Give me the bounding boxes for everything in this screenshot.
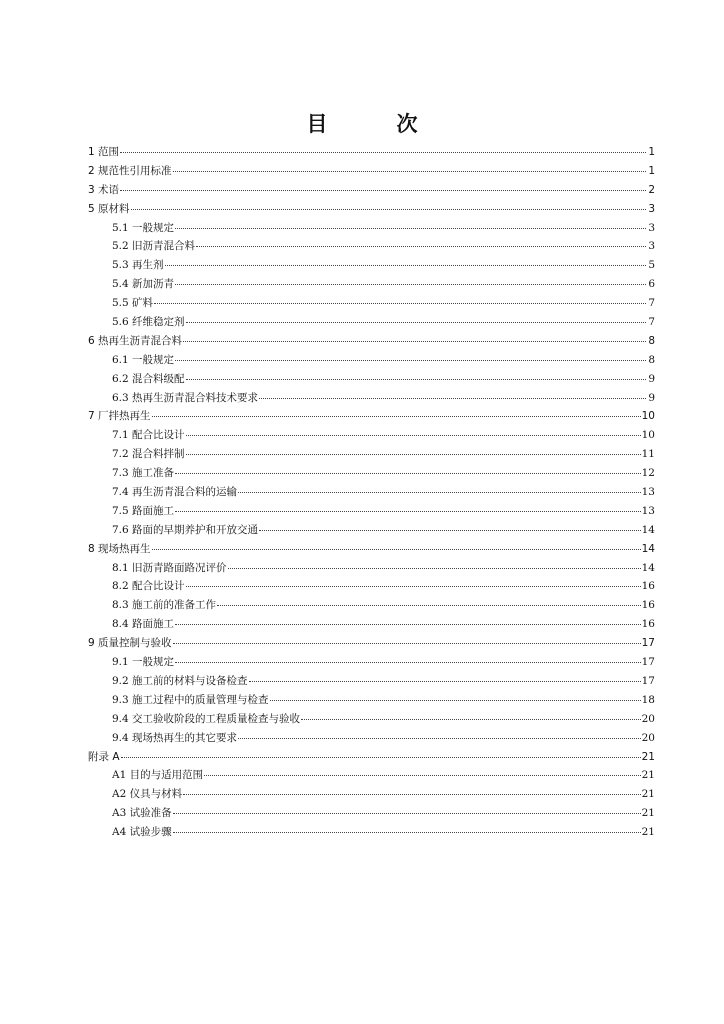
- toc-entry-label: 7.1 配合比设计: [112, 429, 185, 442]
- toc-entry[interactable]: [88, 483, 655, 502]
- toc-entry-label: 9.1 一般规定: [112, 656, 175, 669]
- toc-entry-page: 16: [641, 599, 655, 612]
- dot-leader: [238, 482, 641, 493]
- toc-entry[interactable]: [88, 445, 655, 464]
- toc-entry-label: 8.2 配合比设计: [112, 580, 185, 593]
- toc-entry-label: 2 规范性引用标准: [88, 164, 172, 177]
- toc-entry-label: 5.6 纤维稳定剂: [112, 316, 185, 329]
- dot-leader: [165, 255, 646, 266]
- toc-entry-page: 21: [641, 750, 655, 763]
- dot-leader: [175, 218, 646, 229]
- toc-entry-page: 16: [641, 580, 655, 593]
- toc-entry-label: 7 厂拌热再生: [88, 410, 151, 423]
- toc-entry-page: 2: [648, 183, 655, 196]
- toc-entry[interactable]: [88, 653, 655, 672]
- toc-entry[interactable]: [88, 785, 655, 804]
- toc-entry[interactable]: [88, 389, 655, 408]
- toc-entry[interactable]: [88, 275, 655, 294]
- toc-entry-page: 9: [648, 372, 655, 385]
- toc-entry[interactable]: [88, 426, 655, 445]
- toc-entry-page: 17: [641, 656, 655, 669]
- dot-leader: [152, 406, 641, 417]
- toc-entry-label: A3 试验准备: [112, 807, 172, 820]
- dot-leader: [186, 425, 641, 436]
- toc-entry-page: 21: [641, 769, 655, 782]
- toc-entry-page: 8: [648, 353, 655, 366]
- toc-entry[interactable]: [88, 615, 655, 634]
- dot-leader: [196, 236, 646, 247]
- dot-leader: [131, 199, 646, 210]
- toc-entry[interactable]: [88, 370, 655, 389]
- toc-entry[interactable]: [88, 710, 655, 729]
- dot-leader: [120, 180, 646, 191]
- toc-entry[interactable]: [88, 237, 655, 256]
- dot-leader: [175, 463, 641, 474]
- dot-leader: [175, 501, 641, 512]
- toc-entry-page: 18: [641, 693, 655, 706]
- toc-entry-label: A4 试验步骤: [112, 826, 172, 839]
- toc-entry[interactable]: [88, 313, 655, 332]
- toc-entry-page: 17: [641, 674, 655, 687]
- toc-entry-page: 3: [648, 221, 655, 234]
- toc-entry-page: 14: [641, 542, 655, 555]
- dot-leader: [175, 274, 646, 285]
- toc-entry[interactable]: [88, 200, 655, 219]
- toc-entry-page: 14: [641, 561, 655, 574]
- toc-entry-label: 附录 A: [88, 750, 120, 763]
- dot-leader: [173, 803, 641, 814]
- toc-entry-page: 20: [641, 712, 655, 725]
- toc-entry[interactable]: [88, 219, 655, 238]
- toc-entry-label: 5.4 新加沥青: [112, 278, 175, 291]
- toc-entry-label: 7.4 再生沥青混合料的运输: [112, 486, 238, 499]
- toc-entry-label: 8.4 路面施工: [112, 618, 175, 631]
- toc-entry-label: 5.1 一般规定: [112, 221, 175, 234]
- toc-entry-label: 8.1 旧沥青路面路况评价: [112, 561, 227, 574]
- toc-entry-label: 9.4 交工验收阶段的工程质量检查与验收: [112, 712, 301, 725]
- toc-entry-page: 1: [648, 146, 655, 158]
- toc-entry-page: 1: [648, 164, 655, 177]
- toc-entry-label: 5.2 旧沥青混合料: [112, 240, 196, 253]
- toc-entry-label: 9.2 施工前的材料与设备检查: [112, 674, 248, 687]
- dot-leader: [173, 633, 641, 644]
- toc-entry-page: 3: [648, 202, 655, 215]
- toc-entry-label: 5 原材料: [88, 202, 130, 215]
- toc-entry[interactable]: [88, 748, 655, 767]
- toc-entry-page: 20: [641, 731, 655, 744]
- toc-entry-page: 16: [641, 618, 655, 631]
- dot-leader: [301, 709, 641, 720]
- dot-leader: [217, 595, 641, 606]
- toc-entry-label: 8 现场热再生: [88, 542, 151, 555]
- table-of-contents: [88, 143, 655, 842]
- toc-entry-label: 9.4 现场热再生的其它要求: [112, 731, 238, 744]
- dot-leader: [186, 576, 641, 587]
- toc-entry[interactable]: [88, 823, 655, 842]
- toc-entry-label: 5.5 矿料: [112, 297, 154, 310]
- dot-leader: [121, 747, 641, 758]
- toc-entry[interactable]: [88, 294, 655, 313]
- toc-entry-label: 7.3 施工准备: [112, 467, 175, 480]
- toc-entry-page: 14: [641, 523, 655, 536]
- dot-leader: [173, 161, 646, 172]
- toc-entry-page: 13: [641, 486, 655, 499]
- toc-entry[interactable]: [88, 596, 655, 615]
- toc-entry-label: 6 热再生沥青混合料: [88, 334, 183, 347]
- dot-leader: [183, 331, 646, 342]
- toc-entry[interactable]: [88, 559, 655, 578]
- toc-entry-page: 3: [648, 240, 655, 253]
- toc-entry[interactable]: [88, 766, 655, 785]
- dot-leader: [154, 293, 646, 304]
- dot-leader: [204, 765, 641, 776]
- toc-entry-page: 7: [648, 316, 655, 329]
- toc-entry-label: 5.3 再生剂: [112, 259, 164, 272]
- toc-entry-label: 8.3 施工前的准备工作: [112, 599, 217, 612]
- toc-entry-page: 5: [648, 259, 655, 272]
- dot-leader: [175, 614, 641, 625]
- toc-entry[interactable]: [88, 162, 655, 181]
- toc-entry[interactable]: [88, 143, 655, 162]
- toc-entry[interactable]: [88, 407, 655, 426]
- toc-entry[interactable]: [88, 351, 655, 370]
- toc-entry[interactable]: [88, 332, 655, 351]
- dot-leader: [259, 520, 641, 531]
- toc-entry-page: 8: [648, 334, 655, 347]
- toc-entry-label: 9 质量控制与验收: [88, 637, 172, 650]
- toc-entry-label: 7.6 路面的早期养护和开放交通: [112, 523, 259, 536]
- toc-entry[interactable]: [88, 634, 655, 653]
- toc-entry-page: 9: [648, 391, 655, 404]
- toc-entry[interactable]: [88, 804, 655, 823]
- dot-leader: [259, 388, 646, 399]
- toc-entry[interactable]: [88, 540, 655, 559]
- page-title: 目 次: [306, 112, 442, 136]
- toc-entry[interactable]: [88, 181, 655, 200]
- dot-leader: [186, 444, 641, 455]
- toc-entry-page: 17: [641, 637, 655, 650]
- dot-leader: [186, 312, 646, 323]
- toc-entry-page: 10: [641, 429, 655, 442]
- toc-entry-page: 10: [641, 410, 655, 423]
- toc-entry-page: 21: [641, 807, 655, 820]
- toc-entry[interactable]: [88, 464, 655, 483]
- toc-entry-label: 6.3 热再生沥青混合料技术要求: [112, 391, 259, 404]
- dot-leader: [270, 690, 641, 701]
- dot-leader: [175, 652, 641, 663]
- toc-entry[interactable]: [88, 577, 655, 596]
- toc-entry-page: 12: [641, 467, 655, 480]
- toc-entry-page: 21: [641, 826, 655, 839]
- toc-entry-page: 21: [641, 788, 655, 801]
- dot-leader: [152, 539, 641, 550]
- dot-leader: [175, 350, 646, 361]
- toc-entry[interactable]: [88, 256, 655, 275]
- toc-entry-label: 6.2 混合料级配: [112, 372, 185, 385]
- dot-leader: [186, 369, 646, 380]
- toc-entry-label: 7.2 混合料拌制: [112, 448, 185, 461]
- dot-leader: [238, 728, 641, 739]
- toc-entry[interactable]: [88, 502, 655, 521]
- toc-entry-label: 3 术语: [88, 183, 120, 196]
- toc-entry-label: 6.1 一般规定: [112, 353, 175, 366]
- dot-leader: [228, 558, 641, 569]
- toc-entry-page: 13: [641, 504, 655, 517]
- toc-entry-label: 1 范围: [88, 146, 120, 158]
- toc-entry-page: 11: [641, 448, 655, 461]
- dot-leader: [183, 784, 641, 795]
- toc-entry-label: 9.3 施工过程中的质量管理与检查: [112, 693, 269, 706]
- dot-leader: [173, 822, 641, 833]
- toc-entry[interactable]: [88, 729, 655, 748]
- dot-leader: [120, 142, 646, 153]
- toc-entry-page: 6: [648, 278, 655, 291]
- dot-leader: [249, 671, 641, 682]
- toc-entry-label: A2 仪具与材料: [112, 788, 183, 801]
- toc-entry-label: 7.5 路面施工: [112, 504, 175, 517]
- toc-entry-page: 7: [648, 297, 655, 310]
- toc-entry[interactable]: [88, 672, 655, 691]
- toc-entry-label: A1 目的与适用范围: [112, 769, 204, 782]
- toc-entry[interactable]: [88, 691, 655, 710]
- toc-entry[interactable]: [88, 521, 655, 540]
